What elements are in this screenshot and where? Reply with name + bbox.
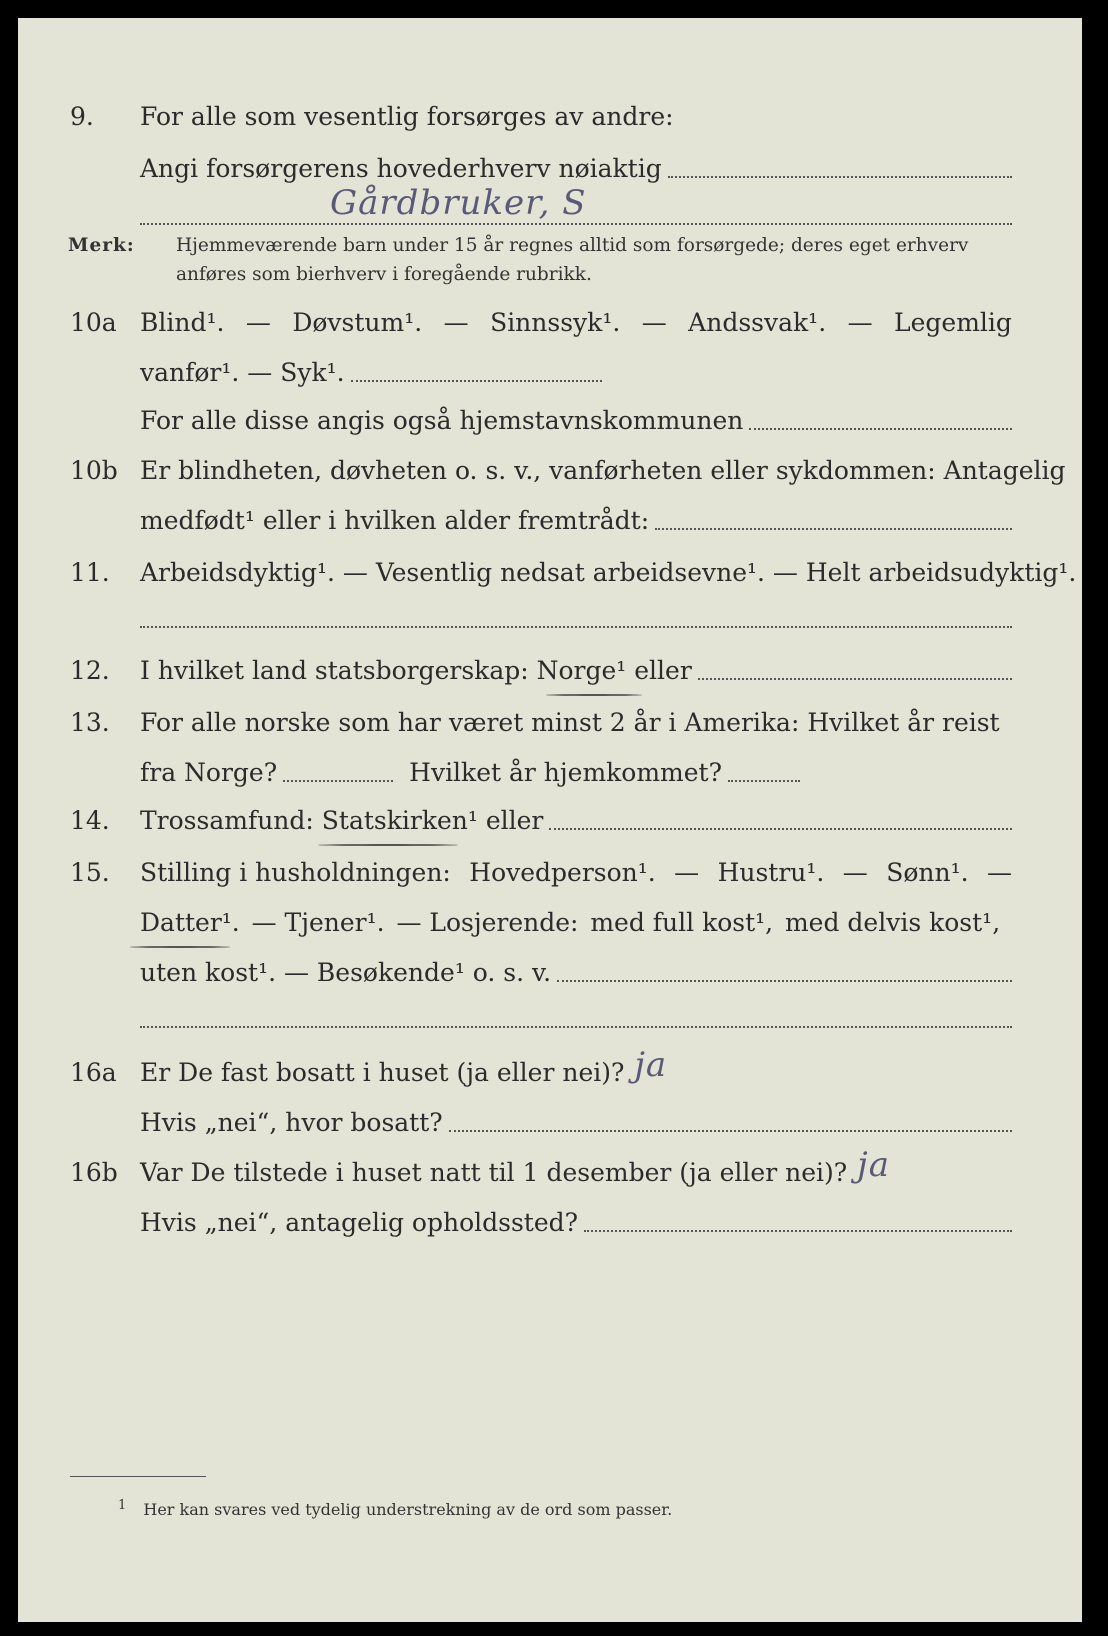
- handwritten-underline: [318, 844, 458, 846]
- question-text: Hvilket år hjemkommet?: [409, 758, 723, 787]
- answer-line[interactable]: [283, 758, 393, 782]
- answer-line[interactable]: [140, 1026, 1012, 1028]
- question-text: Er De fast bosatt i huset (ja eller nei)?: [140, 1058, 625, 1087]
- answer-line[interactable]: [549, 806, 1012, 830]
- handwritten-underline: [546, 694, 642, 696]
- census-form-page: [18, 18, 1082, 1622]
- footnote-marker: 1: [118, 1498, 127, 1513]
- answer-line[interactable]: [140, 223, 1012, 225]
- answer-line[interactable]: [749, 406, 1012, 430]
- question-text: For alle disse angis også hjemstavnskommunen: [140, 406, 744, 435]
- question-number: 16b: [70, 1158, 118, 1187]
- question-text: fra Norge?: [140, 758, 278, 787]
- question-text: uten kost¹. — Besøkende¹ o. s. v.: [140, 958, 552, 987]
- question-number: 10a: [70, 308, 117, 337]
- question-text: I hvilket land statsborgerskap: Norge¹ eller: [140, 656, 692, 685]
- question-number: 14.: [70, 806, 110, 835]
- footnote: [118, 1498, 672, 1519]
- note-text: anføres som bierhverv i foregående rubrikk.: [176, 264, 592, 285]
- question-number: 11.: [70, 558, 110, 587]
- handwritten-answer: ja: [857, 1145, 890, 1185]
- note-text: Hjemmeværende barn under 15 år regnes alltid som forsørgede; deres eget erhverv: [176, 235, 969, 256]
- question-text: For alle som vesentlig forsørges av andre:: [140, 102, 674, 131]
- answer-line[interactable]: [351, 358, 602, 382]
- question-number: 9.: [70, 102, 94, 131]
- answer-line[interactable]: [140, 626, 1012, 628]
- question-text: For alle norske som har været minst 2 år i Amerika: Hvilket år reist: [140, 708, 1000, 737]
- answer-line[interactable]: [449, 1108, 1012, 1132]
- question-text: Hvis „nei“, antagelig opholdssted?: [140, 1208, 579, 1237]
- answer-line[interactable]: [668, 154, 1012, 178]
- question-text: Er blindheten, døvheten o. s. v., vanførheten eller sykdommen: Antagelig: [140, 456, 1066, 485]
- handwritten-answer: Gårdbruker, S: [330, 183, 587, 223]
- answer-line[interactable]: [698, 656, 1012, 680]
- question-number: 13.: [70, 708, 110, 737]
- question-number: 12.: [70, 656, 110, 685]
- footnote-divider: [70, 1476, 206, 1477]
- question-number: 16a: [70, 1058, 117, 1087]
- question-text: Var De tilstede i huset natt til 1 desember (ja eller nei)?: [140, 1158, 848, 1187]
- footnote-text: Her kan svares ved tydelig understrekning av de ord som passer.: [143, 1500, 673, 1520]
- question-text: Hvis „nei“, hvor bosatt?: [140, 1108, 443, 1137]
- answer-line[interactable]: [584, 1208, 1012, 1232]
- note-label: Merk:: [68, 235, 135, 256]
- question-number: 15.: [70, 858, 110, 887]
- question-text: Stilling i husholdningen: Hovedperson¹. — Hustru¹. — Sønn¹. —: [140, 858, 1012, 887]
- question-text: Arbeidsdyktig¹. — Vesentlig nedsat arbeidsevne¹. — Helt arbeidsudyktig¹.: [140, 558, 1077, 587]
- answer-line[interactable]: [728, 758, 800, 782]
- question-text: vanfør¹. — Syk¹.: [140, 358, 345, 387]
- question-text: Trossamfund: Statskirken¹ eller: [140, 806, 544, 835]
- answer-line[interactable]: [557, 958, 1012, 982]
- question-number: 10b: [70, 456, 118, 485]
- question-9-answer: [18, 183, 1082, 228]
- handwritten-answer: ja: [634, 1045, 668, 1085]
- answer-line[interactable]: [655, 506, 1012, 530]
- handwritten-underline: [130, 946, 230, 948]
- question-text: Blind¹. — Døvstum¹. — Sinnssyk¹. — Andssvak¹. — Legemlig: [140, 308, 1012, 337]
- question-text: Angi forsørgerens hovederhverv nøiaktig: [140, 154, 662, 183]
- question-text: medfødt¹ eller i hvilken alder fremtrådt:: [140, 506, 650, 535]
- question-text: Datter¹. — Tjener¹. — Losjerende: med full kost¹, med delvis kost¹,: [140, 908, 1001, 937]
